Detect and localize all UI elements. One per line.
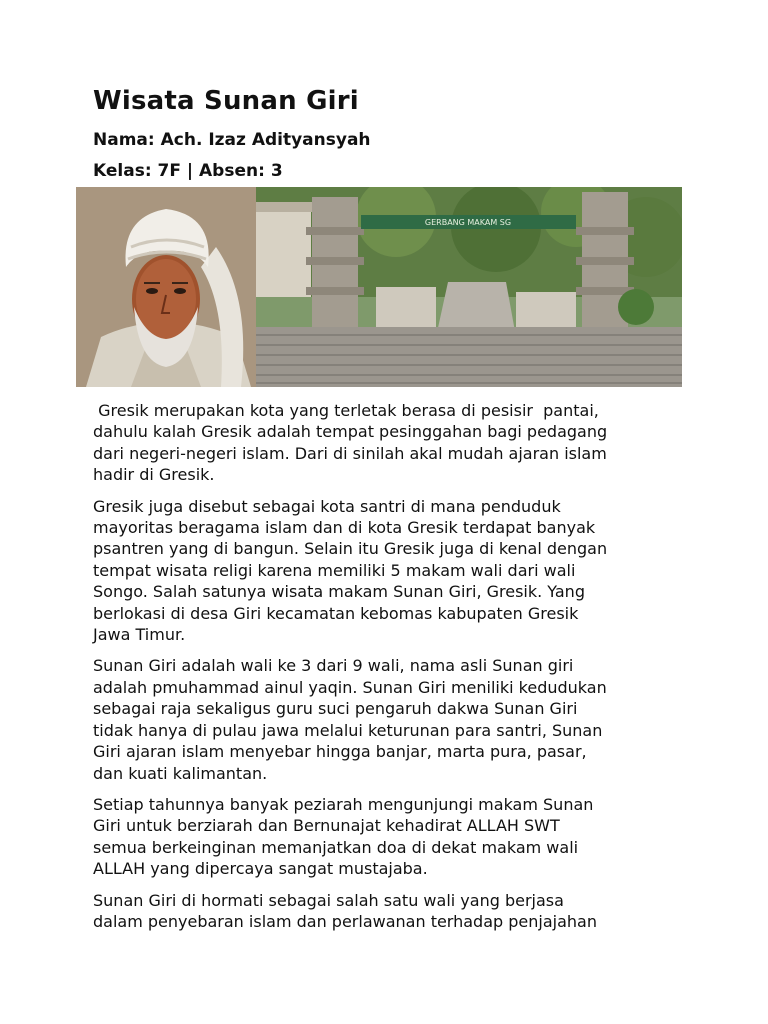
header-photo bbox=[76, 187, 682, 387]
paragraph-2: Gresik juga disebut sebagai kota santri di mana penduduk mayoritas beragama islam dan di kota Gresik terdapat banyak psantren yang di bangun. Selain itu Gresik juga di kenal dengan tempat wisata religi karena memiliki 5 makam wali dari wali Songo. Salah satunya wisata makam Sunan Giri, Gresik. Yang berlokasi di desa Giri kecamatan kebomas kabupaten Gresik Jawa Timur. bbox=[93, 496, 608, 645]
paragraph-3: Sunan Giri adalah wali ke 3 dari 9 wali, nama asli Sunan giri adalah pmuhammad ainul yaqin. Sunan Giri meniliki kedudukan sebagai raja sekaligus guru suci pengaruh dakwa Sunan Giri tidak hanya di pulau jawa melalui keturunan para santri, Sunan Giri ajaran islam menyebar hingga banjar, marta pura, pasar, dan kuati kalimantan. bbox=[93, 656, 607, 783]
paragraph-5: Sunan Giri di hormati sebagai salah satu wali yang berjasa dalam penyebaran islam dan perlawanan terhadap penjajahan bbox=[93, 890, 597, 931]
student-name: Nama: Ach. Izaz Adityansyah bbox=[93, 130, 371, 150]
student-class: Kelas: 7F | Absen: 3 bbox=[93, 161, 283, 181]
gate-stairs-icon bbox=[256, 187, 682, 387]
portrait-icon bbox=[76, 187, 256, 387]
paragraph-1: Gresik merupakan kota yang terletak berasa di pesisir pantai, dahulu kalah Gresik adalah tempat pesinggahan bagi pedagang dari negeri-negeri islam. Dari di sinilah akal mudah ajaran islam hadir di Gresik. bbox=[93, 401, 608, 485]
paragraph-4: Setiap tahunnya banyak peziarah mengunjungi makam Sunan Giri untuk berziarah dan Bernunajat kehadirat ALLAH SWT semua berkeinginan memanjatkan doa di dekat makam wali ALLAH yang dipercaya sangat mustajaba. bbox=[93, 794, 594, 879]
document-title: Wisata Sunan Giri bbox=[93, 86, 359, 116]
document-body bbox=[93, 400, 693, 942]
gate-sign-text: GERBANG MAKAM SG bbox=[424, 218, 512, 227]
